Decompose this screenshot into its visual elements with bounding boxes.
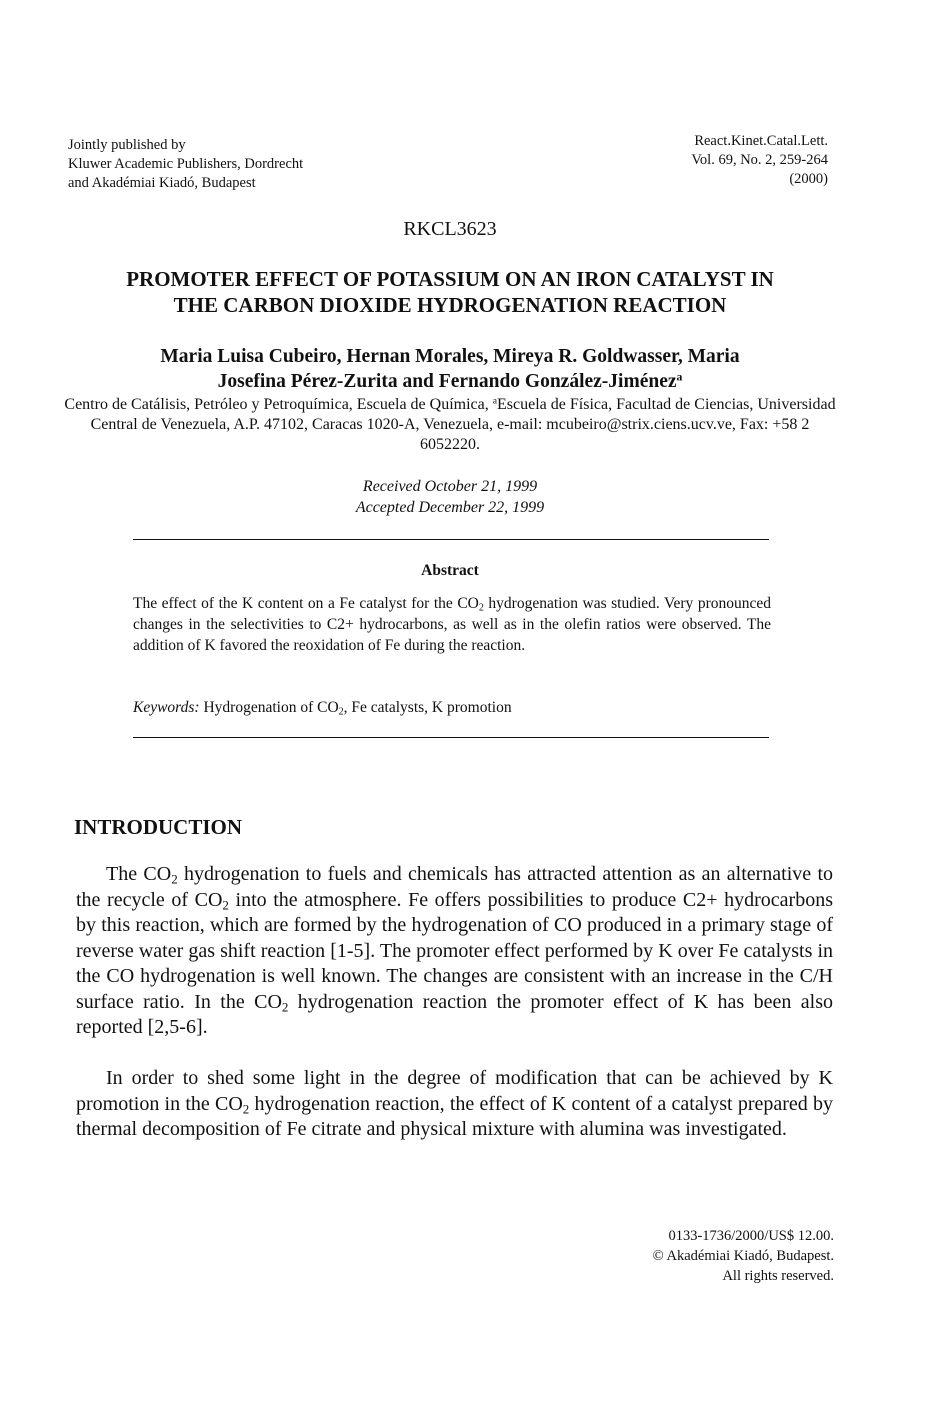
journal-info — [691, 132, 828, 189]
abstract-top-rule — [133, 539, 769, 540]
affiliation — [62, 395, 838, 455]
abstract-bottom-rule — [133, 737, 769, 738]
p2-sub: 2 — [242, 1100, 250, 1116]
p1-text-a: The CO — [106, 863, 172, 885]
title-line-1: PROMOTER EFFECT OF POTASSIUM ON AN IRON CATALYST IN — [126, 267, 774, 291]
p1-text-c: into the atmosphere. Fe offers possibilities to produce C2+ hydrocarbons by this reaction, which are formed by the hydrogenation of CO produced in a primary stage of reverse water gas shift reaction [1-5]. The promoter effect performed by K over Fe catalysts in the CO hydrogenation is well known. The changes are consistent with an increase in the C/H surface ratio. In the CO — [76, 888, 833, 1013]
footer-issn: 0133-1736/2000/US$ 12.00. — [668, 1228, 834, 1244]
accepted-date: Accepted December 22, 1999 — [355, 499, 545, 516]
abstract-text — [133, 593, 771, 656]
keywords-sub: 2 — [338, 706, 344, 718]
introduction-paragraph-2 — [76, 1066, 833, 1143]
affiliation-mark: a — [492, 395, 498, 407]
p1-text-b: hydrogenation to fuels and chemicals has attracted attention as an alternative to the recycle of CO — [76, 863, 834, 911]
p1-sub-1: 2 — [171, 871, 178, 887]
received-date: Received October 21, 1999 — [362, 478, 538, 495]
introduction-heading: INTRODUCTION — [74, 815, 243, 839]
publisher-info — [68, 136, 303, 193]
journal-name: React.Kinet.Catal.Lett. — [694, 133, 828, 149]
authors-line-2 — [60, 369, 840, 394]
p2-text-a: In order to shed some light in the degree of modification that can be achieved by K promotion in the CO — [76, 1067, 833, 1115]
authors-line-2-text: Josefina Pérez-Zurita and Fernando González-Jiménez — [217, 371, 677, 392]
paper-title — [60, 266, 840, 318]
p1-sub-3: 2 — [281, 998, 289, 1014]
publisher-line-3: and Akadémiai Kiadó, Budapest — [68, 175, 256, 191]
keywords-text-a: Hydrogenation of CO — [199, 699, 339, 716]
p1-text-d: hydrogenation reaction the promoter effect of K has been also reported [2,5-6]. — [76, 990, 833, 1038]
article-code: RKCL3623 — [403, 218, 497, 240]
abstract-heading: Abstract — [421, 562, 479, 579]
footer-rights: All rights reserved. — [722, 1268, 834, 1284]
abstract-text-2: hydrogenation was studied. Very pronounced changes in the selectivities to C2+ hydrocarbons, as well as in the olefin ratios were observed. The addition of K favored the reoxidation of Fe during the reaction. — [133, 595, 771, 654]
journal-volume: Vol. 69, No. 2, 259-264 — [691, 152, 828, 168]
publisher-line-2: Kluwer Academic Publishers, Dordrecht — [68, 156, 304, 172]
abstract-text-1: The effect of the K content on a Fe catalyst for the CO — [133, 595, 479, 612]
journal-year: (2000) — [789, 171, 828, 187]
authors — [60, 344, 840, 394]
abstract-sub: 2 — [478, 602, 484, 614]
copyright-footer — [653, 1226, 834, 1286]
author-affiliation-mark: a — [676, 370, 683, 384]
keywords — [133, 697, 771, 718]
submission-dates — [0, 476, 900, 518]
affiliation-part-2: Escuela de Física, Facultad de Ciencias, Universidad Central de Venezuela, A.P. 47102, Caracas 1020-A, Venezuela, e-mail: mcubeiro@strix.ciens.ucv.ve, Fax: +58 2 6052220. — [90, 396, 836, 453]
publisher-line-1: Jointly published by — [68, 137, 186, 153]
authors-line-1: Maria Luisa Cubeiro, Hernan Morales, Mireya R. Goldwasser, Maria — [160, 346, 740, 367]
p2-text-b: hydrogenation reaction, the effect of K content of a catalyst prepared by thermal decomposition of Fe citrate and physical mixture with alumina was investigated. — [76, 1092, 833, 1140]
keywords-text-b: , Fe catalysts, K promotion — [343, 699, 512, 716]
affiliation-part-1: Centro de Catálisis, Petróleo y Petroquímica, Escuela de Química, — [64, 396, 493, 413]
keywords-label: Keywords: — [133, 699, 200, 716]
title-line-2: THE CARBON DIOXIDE HYDROGENATION REACTION — [173, 293, 727, 317]
p1-sub-2: 2 — [222, 896, 229, 912]
introduction-paragraph-1 — [76, 862, 833, 1041]
footer-copyright: © Akadémiai Kiadó, Budapest. — [652, 1248, 834, 1264]
